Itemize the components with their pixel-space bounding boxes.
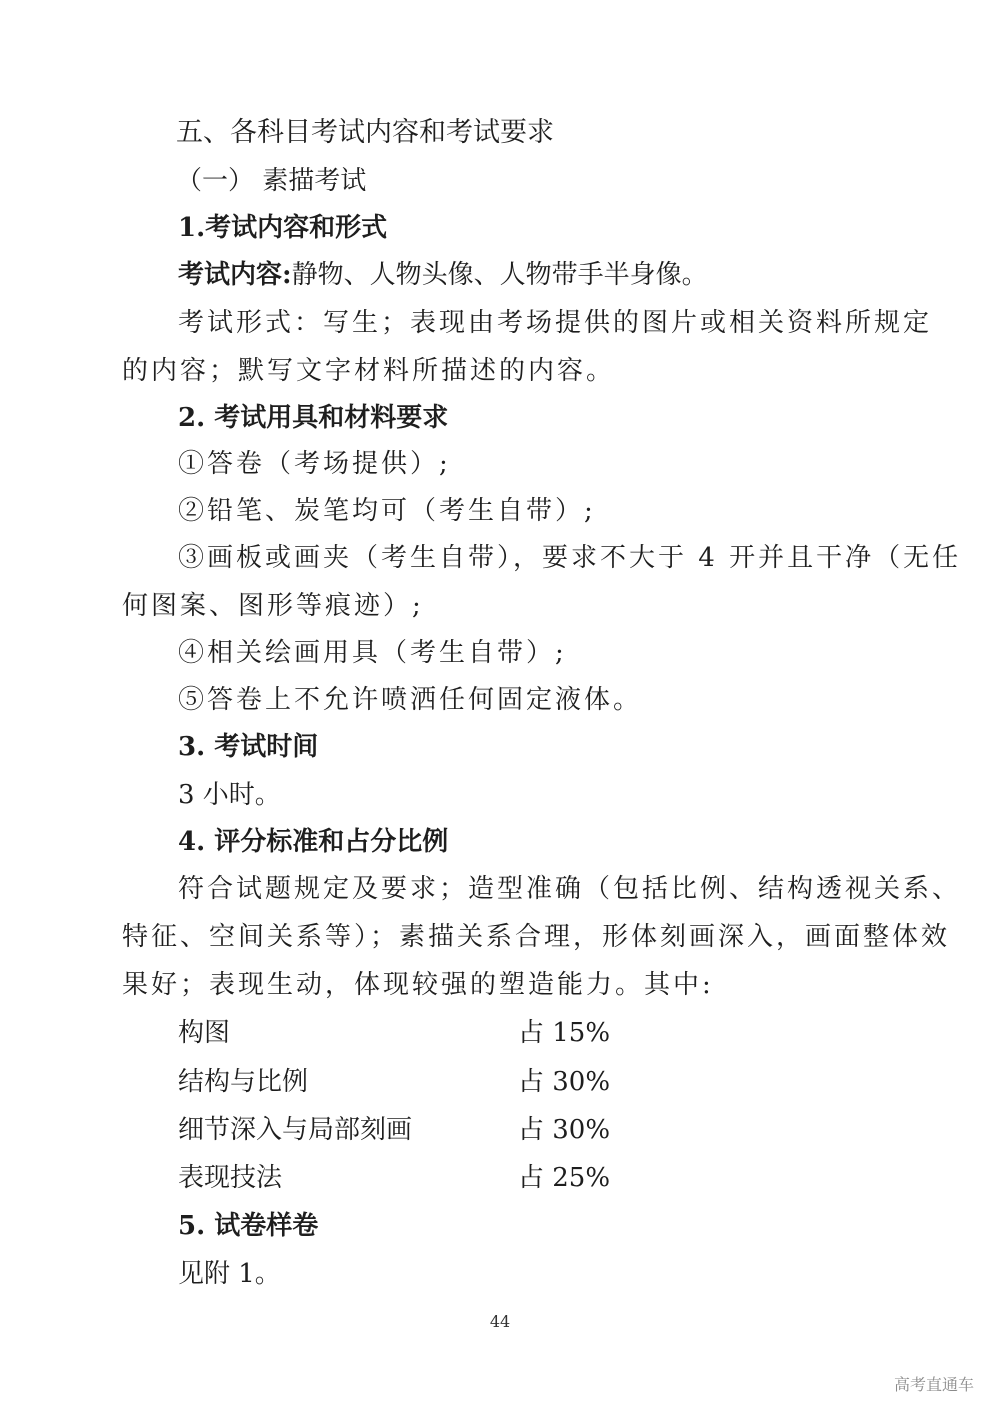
heading-5: 5. 试卷样卷	[178, 1211, 319, 1241]
material-item-1: ①答卷（考场提供）;	[178, 449, 451, 479]
material-item-3-line-1: ③画板或画夹（考生自带），要求不大于 4 开并且干净（无任	[178, 543, 962, 573]
criteria-line-3: 果好；表现生动，体现较强的塑造能力。其中:	[122, 970, 714, 1000]
heading-2: 2. 考试用具和材料要求	[178, 403, 449, 433]
criteria-line-2: 特征、空间关系等）；素描关系合理，形体刻画深入，画面整体效	[122, 922, 951, 952]
heading-4: 4. 评分标准和占分比例	[178, 827, 449, 857]
score-value: 占 25%	[518, 1163, 611, 1193]
page-number: 44	[489, 1312, 511, 1331]
heading-3: 3. 考试时间	[178, 732, 319, 762]
exam-time-text: 3 小时。	[178, 780, 281, 810]
material-item-2: ②铅笔、炭笔均可（考生自带）;	[178, 496, 596, 526]
score-value: 占 15%	[518, 1018, 611, 1048]
subsection-heading: （一） 素描考试	[176, 166, 367, 196]
score-label: 结构与比例	[178, 1067, 309, 1097]
exam-form-line-2: 的内容；默写文字材料所描述的内容。	[122, 356, 616, 386]
material-item-5: ⑤答卷上不允许喷洒任何固定液体。	[178, 685, 643, 715]
exam-content-line	[178, 258, 708, 292]
score-label: 细节深入与局部刻画	[178, 1115, 413, 1145]
section-heading: 五、各科目考试内容和考试要求	[176, 117, 554, 148]
score-label: 表现技法	[178, 1163, 283, 1193]
watermark: 高考直通车	[893, 1375, 974, 1394]
exam-content-label: 考试内容:	[178, 260, 292, 290]
criteria-line-1: 符合试题规定及要求；造型准确（包括比例、结构透视关系、	[178, 874, 962, 904]
exam-form-line-1: 考试形式：写生；表现由考场提供的图片或相关资料所规定	[178, 308, 933, 338]
material-item-4: ④相关绘画用具（考生自带）;	[178, 638, 567, 668]
material-item-3-line-2: 何图案、图形等痕迹）;	[122, 591, 424, 621]
exam-content-text: 静物、人物头像、人物带手半身像。	[291, 260, 708, 290]
heading-1: 1.考试内容和形式	[178, 213, 388, 243]
score-label: 构图	[178, 1018, 231, 1048]
sample-text: 见附 1。	[178, 1259, 281, 1289]
score-value: 占 30%	[518, 1115, 611, 1145]
score-value: 占 30%	[518, 1067, 611, 1097]
